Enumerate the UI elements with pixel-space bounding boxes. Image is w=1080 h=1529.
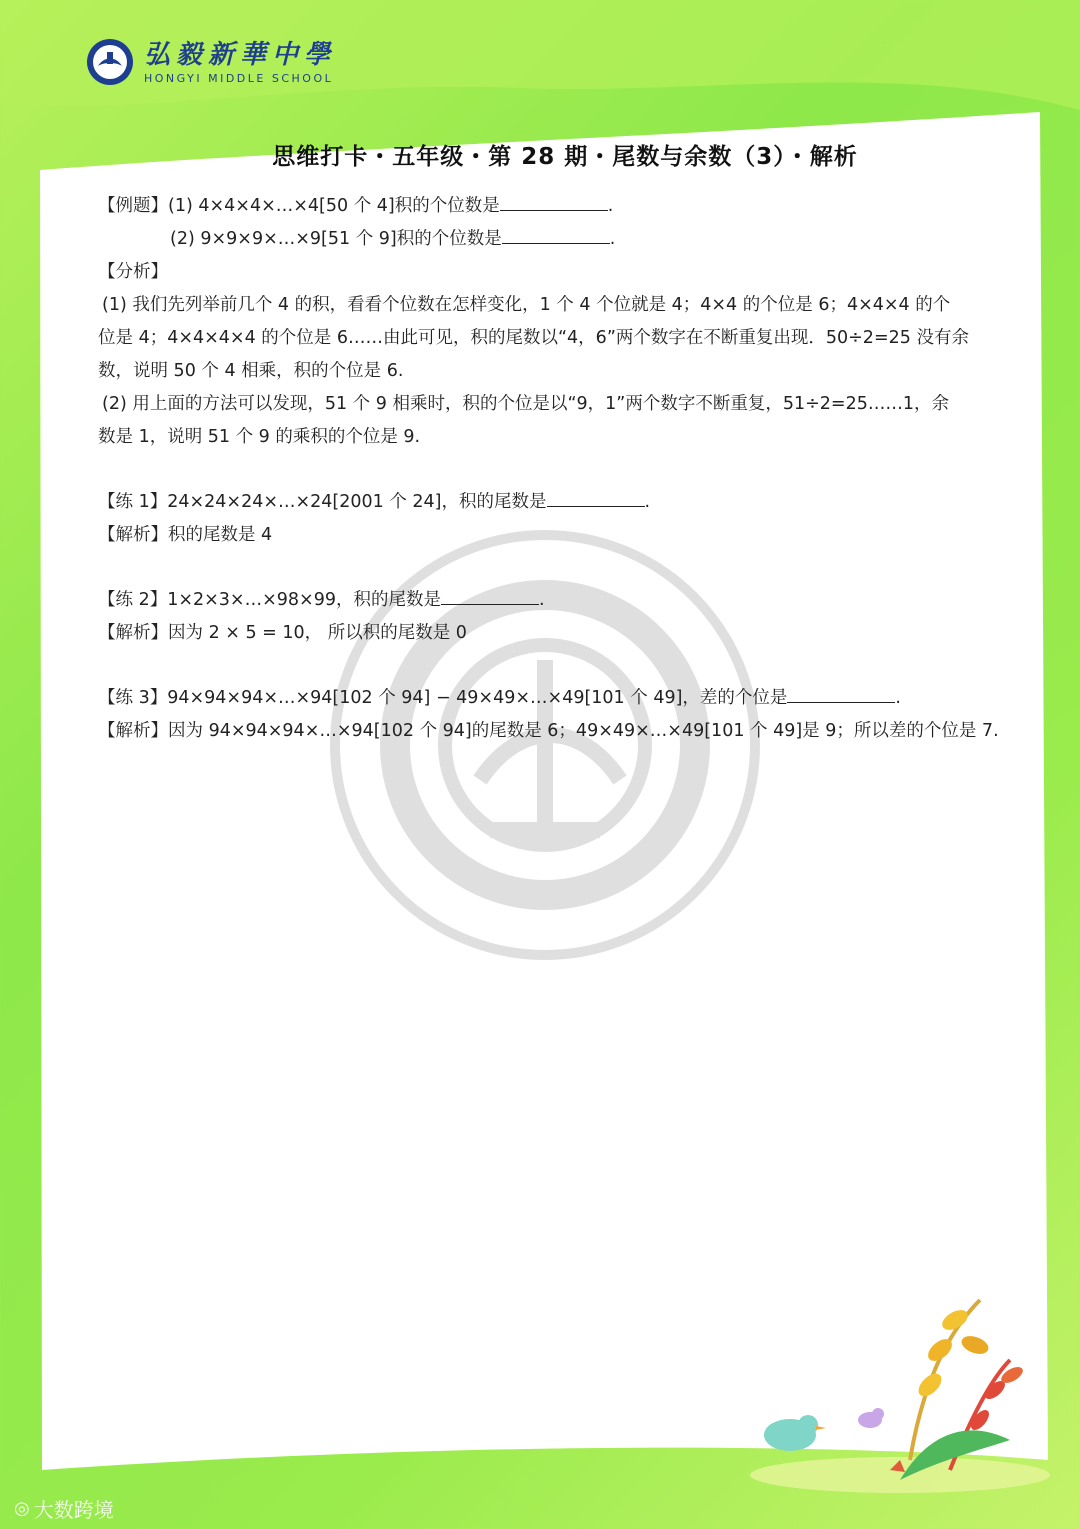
practice3-answer-label: 【解析】 bbox=[98, 721, 168, 741]
practice1-answer bbox=[98, 519, 986, 552]
analysis-p2-line1: (2) 用上面的方法可以发现，51 个 9 相乘时，积的个位是以“9，1”两个数字不断重复，51÷2=25……1，余 bbox=[102, 394, 949, 414]
practice2-end: . bbox=[538, 590, 545, 610]
answer-blank bbox=[547, 488, 645, 507]
practice1-question bbox=[98, 486, 986, 519]
example-q1 bbox=[98, 190, 986, 223]
practice2-label: 【练 2】 bbox=[98, 590, 168, 610]
practice1-text: 24×24×24×…×24[2001 个 24]，积的尾数是 bbox=[167, 492, 547, 512]
practice3-answer bbox=[98, 715, 999, 748]
school-name-cn: 弘毅新華中學 bbox=[144, 39, 337, 70]
answer-blank bbox=[441, 586, 539, 605]
answer-blank bbox=[502, 225, 610, 244]
practice3-text: 94×94×94×…×94[102 个 94] − 49×49×…×49[101 个 49]，差的个位是 bbox=[167, 688, 788, 708]
example-q2-end: . bbox=[609, 229, 616, 249]
document-body bbox=[98, 190, 999, 748]
answer-blank bbox=[500, 192, 608, 211]
page-title: 思维打卡・五年级・第 28 期・尾数与余数（3）・解析 bbox=[272, 144, 858, 170]
practice3-end: . bbox=[895, 688, 901, 708]
footer-watermark-text: 大数跨境 bbox=[33, 1498, 114, 1522]
analysis-p1-line1: (1) 我们先列举前几个 4 的积，看看个位数在怎样变化，1 个 4 个位就是 4；4×4 的个位是 6；4×4×4 的个 bbox=[102, 295, 951, 315]
practice1-label: 【练 1】 bbox=[98, 492, 168, 512]
practice3-label: 【练 3】 bbox=[98, 688, 168, 708]
example-q2 bbox=[98, 223, 986, 256]
practice3-answer-text: 因为 94×94×94×…×94[102 个 94]的尾数是 6；49×49×…×49[101 个 49]是 9；所以差的个位是 7. bbox=[168, 721, 999, 741]
practice2-answer-label: 【解析】 bbox=[98, 623, 168, 643]
example-q1-end: . bbox=[607, 196, 614, 216]
brand-logo-icon: ◎ bbox=[14, 1498, 30, 1519]
school-logo bbox=[86, 38, 336, 86]
school-emblem-icon bbox=[86, 38, 134, 86]
practice3-question bbox=[98, 682, 986, 715]
example-q1-text: (1) 4×4×4×…×4[50 个 4]积的个位数是 bbox=[168, 196, 500, 216]
practice1-answer-label: 【解析】 bbox=[98, 525, 168, 545]
practice2-text: 1×2×3×…×98×99，积的尾数是 bbox=[167, 590, 441, 610]
example-label: 【例题】 bbox=[98, 196, 168, 216]
practice1-end: . bbox=[644, 492, 651, 512]
analysis-p2-line2: 数是 1，说明 51 个 9 的乘积的个位是 9. bbox=[98, 427, 421, 447]
birds-and-plants-decoration bbox=[750, 1280, 1070, 1500]
practice2-answer-text: 因为 2 × 5 = 10， 所以积的尾数是 0 bbox=[168, 623, 467, 643]
school-name-en: HONGYI MIDDLE SCHOOL bbox=[144, 71, 334, 85]
analysis-p1-line3: 数，说明 50 个 4 相乘，积的个位是 6. bbox=[98, 361, 404, 381]
practice1-answer-text: 积的尾数是 4 bbox=[168, 525, 273, 545]
answer-blank bbox=[787, 684, 895, 703]
example-q2-text: (2) 9×9×9×…×9[51 个 9]积的个位数是 bbox=[170, 229, 502, 249]
practice2-answer bbox=[98, 617, 986, 650]
analysis-label: 【分析】 bbox=[98, 262, 168, 282]
footer-watermark bbox=[14, 1494, 114, 1523]
practice2-question bbox=[98, 584, 986, 617]
analysis-p1-line2: 位是 4；4×4×4×4 的个位是 6……由此可见，积的尾数以“4，6”两个数字在不断重复出现．50÷2=25 没有余 bbox=[98, 328, 969, 348]
